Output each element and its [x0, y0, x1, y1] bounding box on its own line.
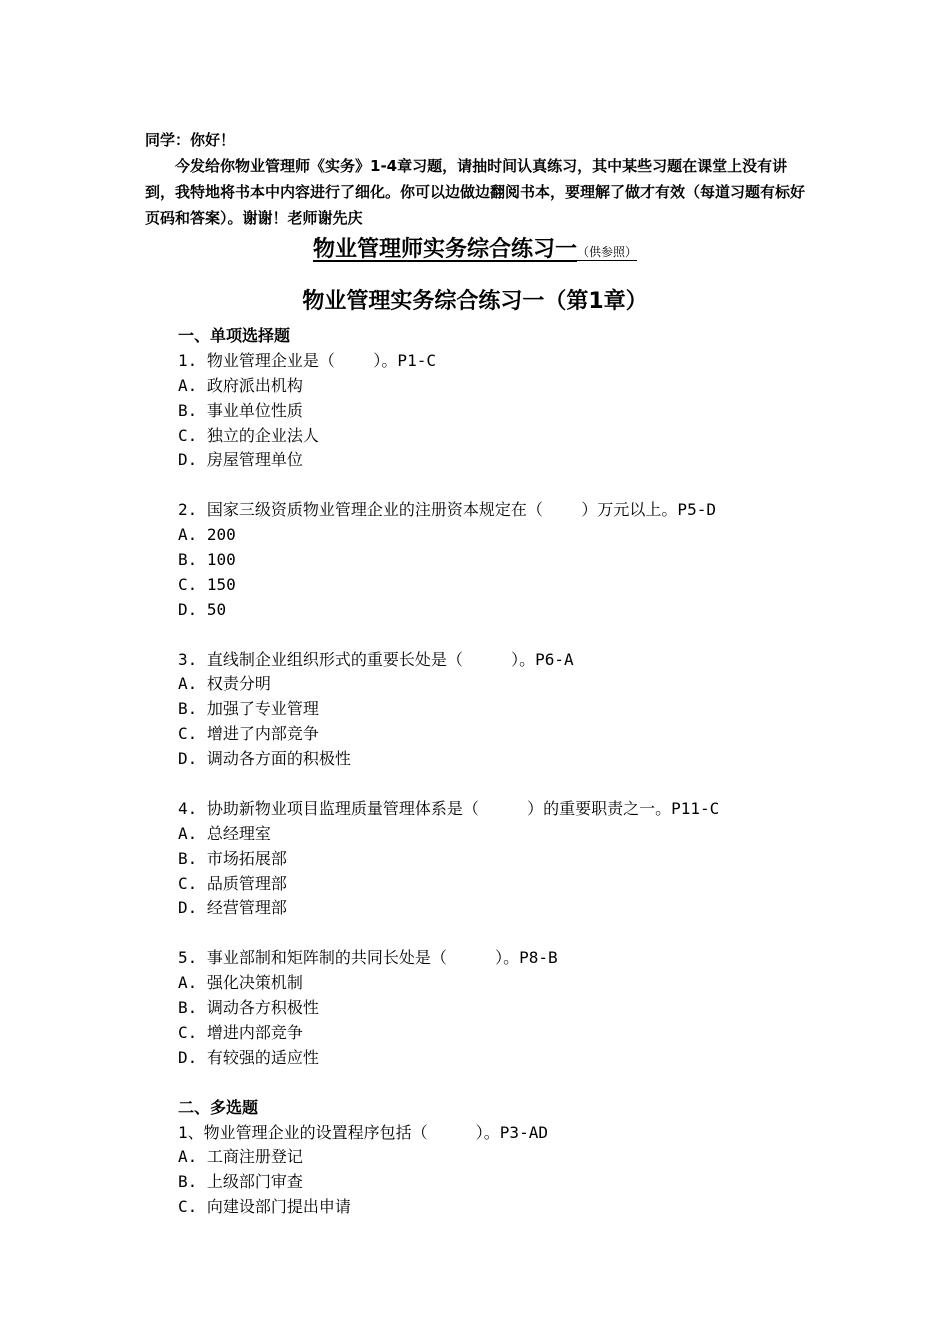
answer-option: A. 政府派出机构 — [178, 375, 303, 395]
answer-option: B. 加强了专业管理 — [178, 699, 319, 719]
question: 3. 直线制企业组织形式的重要长处是（ ）。P6-A — [178, 649, 574, 669]
answer-option: C. 独立的企业法人 — [178, 425, 319, 445]
answer-option: D. 调动各方面的积极性 — [178, 749, 351, 769]
question: 4. 协助新物业项目监理质量管理体系是（ ）的重要职责之一。P11-C — [178, 798, 720, 818]
document-title — [0, 232, 950, 263]
answer-option: A. 权责分明 — [178, 674, 271, 694]
answer-option: D. 50 — [178, 599, 227, 619]
multi-choice-questions — [178, 1121, 858, 1221]
section-heading-single-choice: 一、单项选择题 — [178, 326, 291, 345]
section-heading-multi-choice: 二、多选题 — [178, 1097, 259, 1117]
intro-block — [145, 127, 815, 231]
greeting: 同学：你好！ — [145, 131, 236, 149]
spacer — [178, 473, 858, 498]
answer-option: C. 向建设部门提出申请 — [178, 1197, 351, 1217]
answer-option: A. 强化决策机制 — [178, 973, 303, 993]
spacer — [178, 1071, 858, 1096]
answer-option: C. 品质管理部 — [178, 873, 287, 893]
answer-option: B. 100 — [178, 550, 236, 570]
spacer — [178, 623, 858, 648]
answer-option: C. 增进了内部竞争 — [178, 724, 319, 744]
question: 1、物业管理企业的设置程序包括（ ）。P3-AD — [178, 1122, 548, 1142]
answer-option: B. 上级部门审查 — [178, 1172, 303, 1192]
single-choice-questions — [178, 349, 858, 1071]
answer-option: B. 调动各方积极性 — [178, 998, 319, 1018]
exercise-body — [178, 324, 858, 1220]
question: 2. 国家三级资质物业管理企业的注册资本规定在（ ）万元以上。P5-D — [178, 500, 716, 520]
answer-option: D. 有较强的适应性 — [178, 1047, 319, 1067]
answer-option: A. 200 — [178, 525, 236, 545]
intro-paragraph: 今发给你物业管理师《实务》1-4章习题，请抽时间认真练习，其中某些习题在课堂上没有讲到，我特地将书本中内容进行了细化。你可以边做边翻阅书本，要理解了做才有效（每道习题有标好页码和答案）。谢谢！老师谢先庆 — [145, 157, 806, 227]
title-main: 物业管理师实务综合练习一 — [312, 237, 577, 262]
answer-option: D. 房屋管理单位 — [178, 450, 303, 470]
answer-option: B. 事业单位性质 — [178, 400, 303, 420]
answer-option: B. 市场拓展部 — [178, 848, 287, 868]
question: 5. 事业部制和矩阵制的共同长处是（ ）。P8-B — [178, 948, 558, 968]
answer-option: A. 总经理室 — [178, 823, 271, 843]
chapter-subtitle: 物业管理实务综合练习一（第1章） — [302, 289, 648, 314]
spacer — [178, 772, 858, 797]
answer-option: C. 增进内部竞争 — [178, 1022, 303, 1042]
question: 1. 物业管理企业是（ ）。P1-C — [178, 350, 436, 370]
answer-option: D. 经营管理部 — [178, 898, 287, 918]
answer-option: A. 工商注册登记 — [178, 1147, 303, 1167]
spacer — [178, 921, 858, 946]
title-note: （供参照） — [577, 245, 638, 259]
answer-option: C. 150 — [178, 574, 236, 594]
